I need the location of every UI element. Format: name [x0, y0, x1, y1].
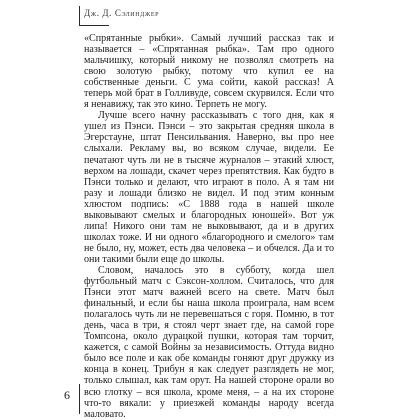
footer-vertical-rule: [79, 384, 80, 414]
running-header: Дж. Д. Сэлинджер: [84, 8, 160, 18]
paragraph-2: Лучше всего начну рассказывать с того дня, как я ушел из Пэнси. Пэнси – это закрытая средняя школа в Эгерстауне, штат Пенсильвания. Наверно, вы про нее слыхали. Рекламу вы, во всяком случае, видели. Ее печатают чуть ли не в тысяче журналов – этакий хлюст, верхом на лошади, скачет через препятствия. Как будто в Пэнси только и делают, что играют в поло. А я там ни разу и лошади близко не видел. И под этим конным хлюстом подпись: «С 1888 года в нашей школе выковывают смелых и благородных юношей». Вот уж липа! Никого они там не выковывают, да и в других школах тоже. И ни одного «благородного и смелого» там не было, ну, может, есть два человека – и обчелся. Да и то они такими были еще до школы.: [84, 110, 334, 265]
body-text: [84, 33, 334, 420]
page-number: 6: [64, 388, 70, 402]
header-vertical-rule: [79, 6, 80, 26]
paragraph-3: Словом, началось это в субботу, когда шел футбольный матч с Сэксон-холлом. Считалось, что для Пэнси этот матч важней всего на свете. Матч был финальный, и если бы наша школа проиграла, нам всем полагалось чуть ли не перевешаться с горя. Помню, в тот день, часа в три, я стоял черт знает где, на самой горе Томпсона, около дурацкой пушки, которая там торчит, кажется, с самой Войны за независимость. Оттуда видно было все поле и как обе команды гоняют друг дружку из конца в конец. Трибун я как следует разглядеть не мог, только слышал, как там орут. На нашей стороне орали во всю глотку – вся школа, кроме меня, – а на их стороне что-то вякали: у приезжей команды народу всегда маловато.: [84, 264, 334, 420]
paragraph-1: «Спрятанные рыбки». Самый лучший рассказ так и называется – «Спрятанная рыбка». Там про одного мальчишку, который никому не позволял смотреть на свою золотую рыбку, потому что купил ее на собственные деньги. С ума сойти, какой рассказ! А теперь мой брат в Голливуде, совсем скурвился. Если что я ненавижу, так это кино. Терпеть не могу.: [84, 33, 334, 111]
header-horizontal-rule: [79, 25, 109, 26]
